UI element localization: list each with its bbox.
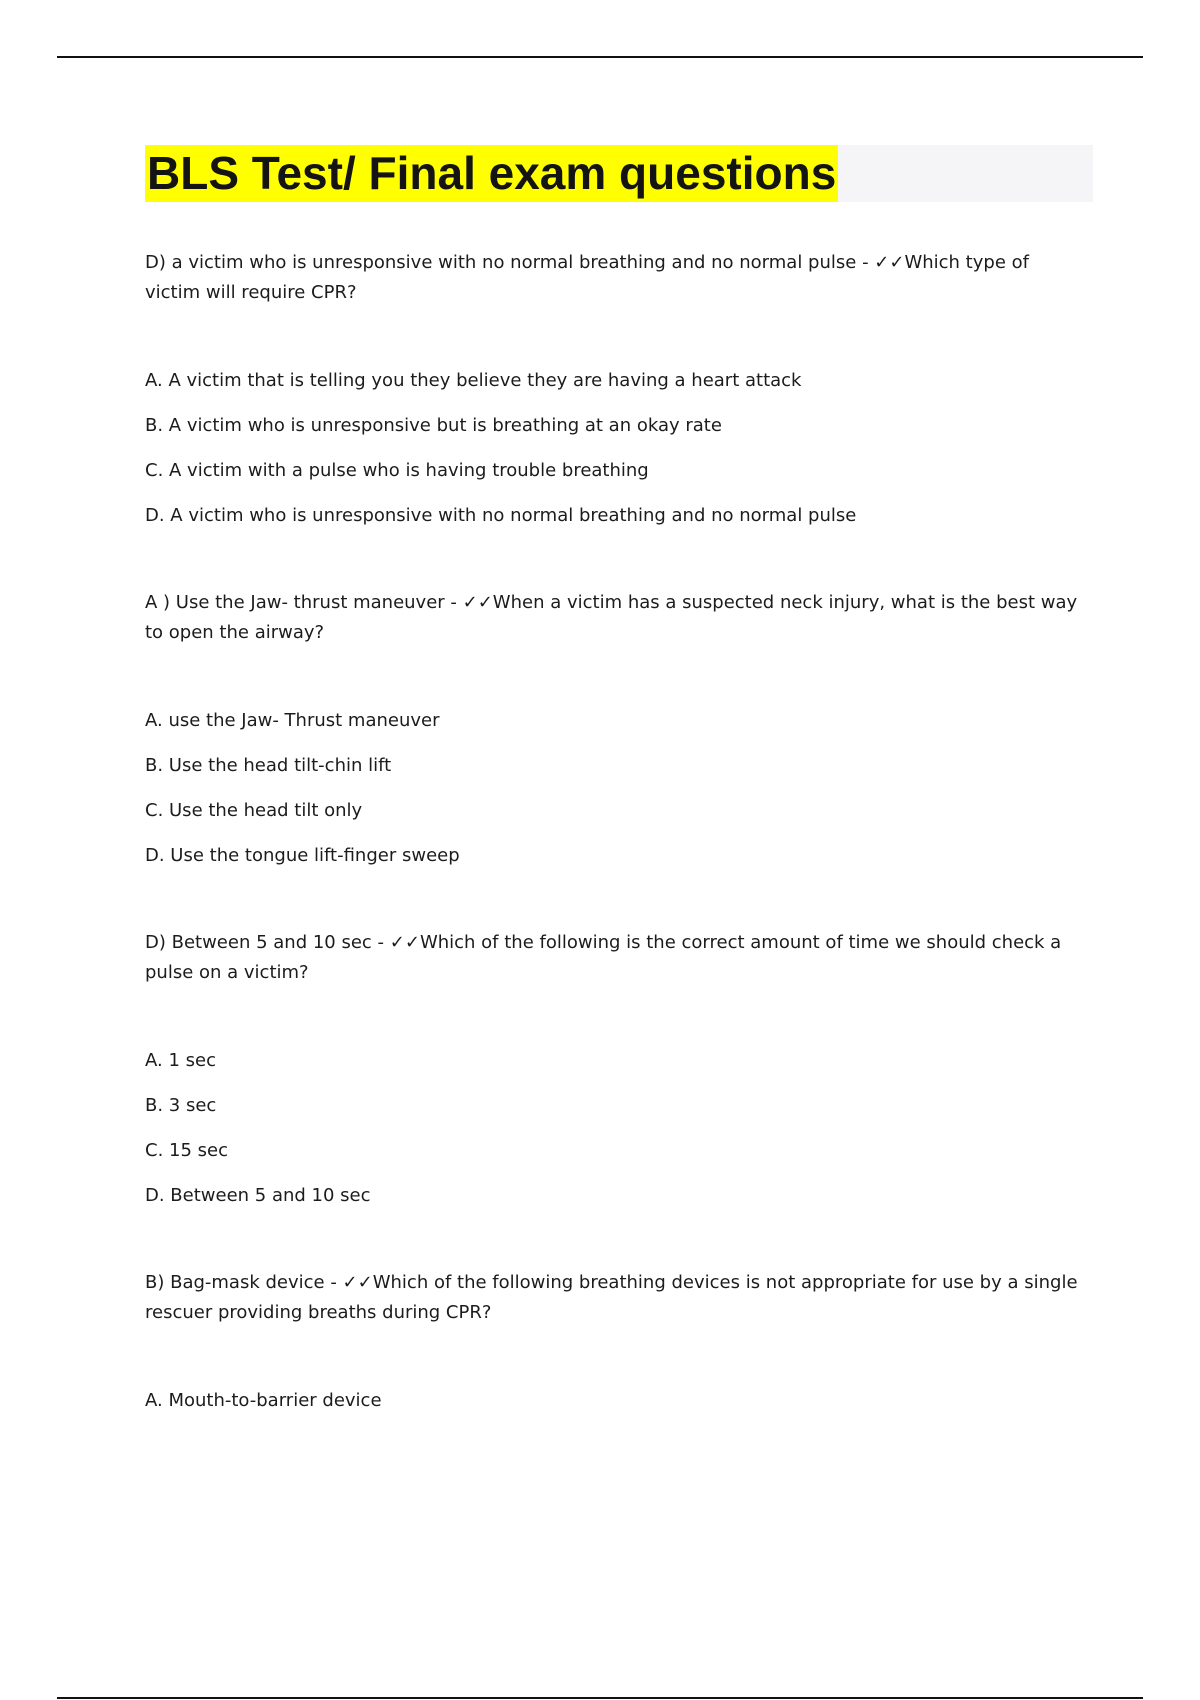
answer-text: D) a victim who is unresponsive with no normal breathing and no normal pulse - (145, 252, 875, 273)
question-prompt: When a victim has a suspected neck injury, what is the best way to open the airway? (145, 592, 1078, 643)
option-list (145, 706, 1085, 886)
option-list (145, 1046, 1085, 1226)
answer-text: A ) Use the Jaw- thrust maneuver - (145, 592, 463, 613)
question-text (145, 1268, 1085, 1328)
question-text (145, 928, 1085, 988)
check-icon: ✓✓ (874, 252, 905, 273)
option-item: A. Mouth-to-barrier device (145, 1390, 382, 1411)
question-prompt: Which type of victim will require CPR? (145, 252, 1029, 303)
question-block (145, 928, 1085, 1226)
check-icon: ✓✓ (462, 592, 493, 613)
question-block (145, 248, 1085, 546)
option-list (145, 1386, 1085, 1431)
option-item: D. Use the tongue lift-finger sweep (145, 845, 460, 866)
option-item: A. A victim that is telling you they believe they are having a heart attack (145, 370, 802, 391)
check-icon: ✓✓ (342, 1272, 373, 1293)
question-text (145, 588, 1085, 648)
option-item: C. A victim with a pulse who is having trouble breathing (145, 460, 649, 481)
question-block (145, 588, 1085, 886)
question-prompt: Which of the following breathing devices is not appropriate for use by a single rescuer providing breaths during CPR? (145, 1272, 1078, 1323)
question-text (145, 248, 1085, 308)
option-item: D. Between 5 and 10 sec (145, 1185, 371, 1206)
answer-text: D) Between 5 and 10 sec - (145, 932, 390, 953)
option-item: A. 1 sec (145, 1050, 216, 1071)
question-prompt: Which of the following is the correct amount of time we should check a pulse on a victim? (145, 932, 1062, 983)
answer-text: B) Bag-mask device - (145, 1272, 343, 1293)
top-rule (57, 56, 1143, 58)
check-icon: ✓✓ (389, 932, 420, 953)
question-block (145, 1268, 1085, 1431)
question-list (145, 248, 1085, 1431)
option-item: C. Use the head tilt only (145, 800, 363, 821)
page-title: BLS Test/ Final exam questions (145, 145, 838, 202)
option-item: C. 15 sec (145, 1140, 228, 1161)
bottom-rule (57, 1697, 1143, 1699)
option-item: B. A victim who is unresponsive but is breathing at an okay rate (145, 415, 722, 436)
option-item: D. A victim who is unresponsive with no normal breathing and no normal pulse (145, 505, 857, 526)
option-list (145, 366, 1085, 546)
option-item: B. 3 sec (145, 1095, 217, 1116)
option-item: B. Use the head tilt-chin lift (145, 755, 392, 776)
option-item: A. use the Jaw- Thrust maneuver (145, 710, 440, 731)
